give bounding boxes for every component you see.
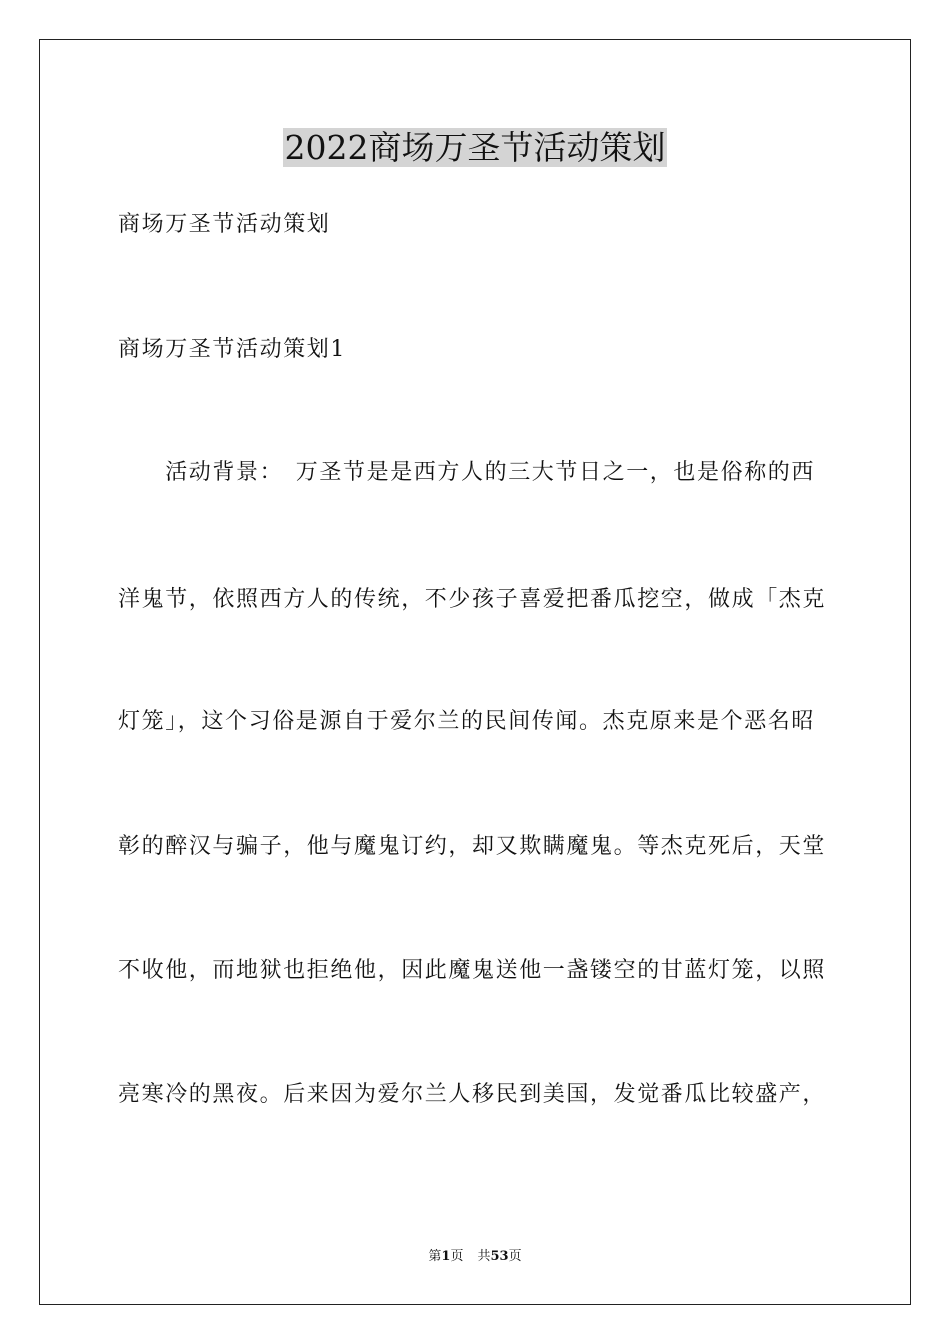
body-line-4: 彰的醉汉与骗子，他与魔鬼订约，却又欺瞒魔鬼。等杰克死后，天堂: [118, 834, 827, 859]
body-line-2: 洋鬼节，依照西方人的传统，不少孩子喜爱把番瓜挖空，做成「杰克: [118, 587, 827, 612]
body-line-5: 不收他，而地狱也拒绝他，因此魔鬼送他一盏镂空的甘蓝灯笼，以照: [118, 958, 827, 983]
body-line-3: 灯笼」，这个习俗是源自于爱尔兰的民间传闻。杰克原来是个恶名昭: [118, 709, 816, 734]
total-suffix: 页: [508, 1249, 522, 1264]
page-number: 1: [441, 1249, 451, 1264]
document-title: [0, 126, 950, 170]
body-line-6: 亮寒冷的黑夜。后来因为爱尔兰人移民到美国，发觉番瓜比较盛产，: [118, 1082, 827, 1107]
total-pages: 53: [490, 1249, 509, 1264]
document-subtitle: 商场万圣节活动策划: [118, 212, 331, 237]
section-heading: 商场万圣节活动策划1: [118, 337, 346, 362]
page-prefix: 第: [428, 1249, 442, 1264]
body-line-1: 活动背景： 万圣节是是西方人的三大节日之一，也是俗称的西: [118, 460, 816, 485]
page-footer: [0, 1248, 950, 1266]
total-prefix: 共: [477, 1249, 491, 1264]
page-suffix: 页: [450, 1249, 464, 1264]
document-title-text: 2022商场万圣节活动策划: [284, 128, 666, 167]
